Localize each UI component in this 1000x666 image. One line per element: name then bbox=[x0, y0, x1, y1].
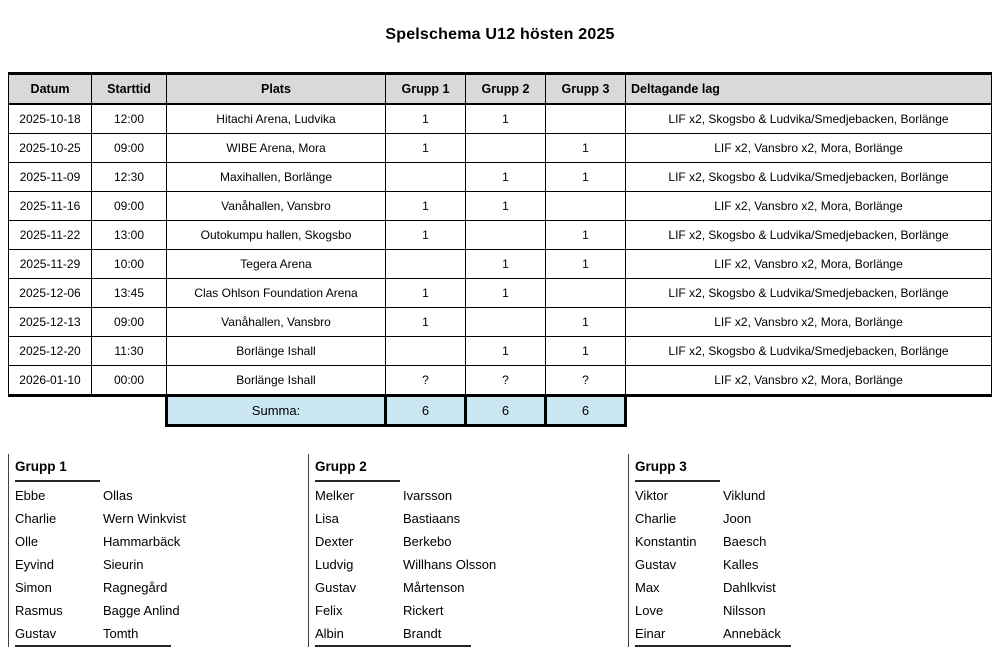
summa-row bbox=[9, 396, 992, 426]
cell-datum: 2025-11-09 bbox=[9, 163, 92, 192]
player-last-name: Ollas bbox=[103, 488, 133, 503]
cell-deltagande: LIF x2, Skogsbo & Ludvika/Smedjebacken, Borlänge bbox=[626, 279, 992, 308]
cell-starttid: 13:45 bbox=[92, 279, 167, 308]
player-row bbox=[635, 530, 915, 553]
cell-grupp1 bbox=[386, 337, 466, 366]
cell-grupp2: 1 bbox=[466, 163, 546, 192]
cell-grupp2: 1 bbox=[466, 250, 546, 279]
cell-datum: 2026-01-10 bbox=[9, 366, 92, 396]
player-first-name: Ludvig bbox=[315, 557, 354, 572]
cell-grupp2: 1 bbox=[466, 104, 546, 134]
cell-grupp2 bbox=[466, 134, 546, 163]
player-first-name: Felix bbox=[315, 603, 343, 618]
schedule-row bbox=[9, 221, 992, 250]
player-row bbox=[15, 507, 295, 530]
cell-deltagande: LIF x2, Vansbro x2, Mora, Borlänge bbox=[626, 366, 992, 396]
schedule-row bbox=[9, 134, 992, 163]
player-row bbox=[315, 507, 595, 530]
player-first-name: Charlie bbox=[635, 511, 677, 526]
cell-grupp3 bbox=[546, 104, 626, 134]
player-last-name: Tomth bbox=[103, 626, 139, 641]
cell-starttid: 09:00 bbox=[92, 134, 167, 163]
player-row bbox=[635, 576, 915, 599]
player-last-name: Kalles bbox=[723, 557, 759, 572]
summa-grupp1: 6 bbox=[386, 396, 466, 426]
player-last-name: Nilsson bbox=[723, 603, 766, 618]
cell-plats: Outokumpu hallen, Skogsbo bbox=[167, 221, 386, 250]
group-bottom-rule bbox=[15, 645, 171, 647]
cell-starttid: 10:00 bbox=[92, 250, 167, 279]
player-first-name: Dexter bbox=[315, 534, 354, 549]
player-row bbox=[315, 622, 595, 645]
cell-datum: 2025-10-18 bbox=[9, 104, 92, 134]
cell-datum: 2025-11-22 bbox=[9, 221, 92, 250]
summa-empty-starttid bbox=[92, 396, 167, 426]
player-last-name: Brandt bbox=[403, 626, 442, 641]
group-bottom-rule bbox=[315, 645, 471, 647]
schedule-row bbox=[9, 192, 992, 221]
player-first-name: Lisa bbox=[315, 511, 339, 526]
cell-grupp3: 1 bbox=[546, 163, 626, 192]
player-first-name: Ebbe bbox=[15, 488, 46, 503]
group-1-header: Grupp 1 bbox=[15, 457, 100, 482]
cell-grupp2 bbox=[466, 221, 546, 250]
player-first-name: Love bbox=[635, 603, 664, 618]
schedule-row bbox=[9, 279, 992, 308]
cell-grupp3: 1 bbox=[546, 221, 626, 250]
group-3-panel bbox=[628, 454, 915, 647]
cell-starttid: 00:00 bbox=[92, 366, 167, 396]
player-first-name: Eyvind bbox=[15, 557, 55, 572]
player-row bbox=[315, 484, 595, 507]
cell-starttid: 11:30 bbox=[92, 337, 167, 366]
group-2-panel bbox=[308, 454, 595, 647]
cell-datum: 2025-10-25 bbox=[9, 134, 92, 163]
schedule-row bbox=[9, 163, 992, 192]
player-row bbox=[635, 599, 915, 622]
player-first-name: Albin bbox=[315, 626, 344, 641]
player-last-name: Bastiaans bbox=[403, 511, 461, 526]
player-first-name: Olle bbox=[15, 534, 39, 549]
player-first-name: Gustav bbox=[15, 626, 57, 641]
schedule-row bbox=[9, 337, 992, 366]
schedule-row bbox=[9, 250, 992, 279]
cell-plats: WIBE Arena, Mora bbox=[167, 134, 386, 163]
player-last-name: Annebäck bbox=[723, 626, 781, 641]
cell-plats: Vanåhallen, Vansbro bbox=[167, 192, 386, 221]
player-row bbox=[15, 530, 295, 553]
player-row bbox=[635, 484, 915, 507]
player-row bbox=[15, 599, 295, 622]
player-row bbox=[15, 553, 295, 576]
cell-grupp1 bbox=[386, 250, 466, 279]
cell-grupp3: ? bbox=[546, 366, 626, 396]
cell-starttid: 12:00 bbox=[92, 104, 167, 134]
cell-plats: Borlänge Ishall bbox=[167, 366, 386, 396]
cell-grupp1 bbox=[386, 163, 466, 192]
player-row bbox=[635, 622, 915, 645]
cell-deltagande: LIF x2, Vansbro x2, Mora, Borlänge bbox=[626, 134, 992, 163]
cell-grupp1: 1 bbox=[386, 308, 466, 337]
cell-datum: 2025-12-20 bbox=[9, 337, 92, 366]
cell-grupp3 bbox=[546, 192, 626, 221]
player-row bbox=[315, 576, 595, 599]
cell-deltagande: LIF x2, Skogsbo & Ludvika/Smedjebacken, Borlänge bbox=[626, 337, 992, 366]
player-row bbox=[635, 553, 915, 576]
col-header-starttid: Starttid bbox=[92, 74, 167, 105]
player-first-name: Charlie bbox=[15, 511, 57, 526]
summa-label: Summa: bbox=[167, 396, 386, 426]
col-header-grupp3: Grupp 3 bbox=[546, 74, 626, 105]
cell-plats: Tegera Arena bbox=[167, 250, 386, 279]
player-last-name: Bagge Anlind bbox=[103, 603, 180, 618]
col-header-grupp2: Grupp 2 bbox=[466, 74, 546, 105]
player-first-name: Rasmus bbox=[15, 603, 63, 618]
player-first-name: Konstantin bbox=[635, 534, 697, 549]
col-header-plats: Plats bbox=[167, 74, 386, 105]
cell-plats: Hitachi Arena, Ludvika bbox=[167, 104, 386, 134]
player-row bbox=[315, 553, 595, 576]
col-header-datum: Datum bbox=[9, 74, 92, 105]
cell-datum: 2025-12-06 bbox=[9, 279, 92, 308]
cell-deltagande: LIF x2, Vansbro x2, Mora, Borlänge bbox=[626, 308, 992, 337]
cell-grupp1: 1 bbox=[386, 134, 466, 163]
player-first-name: Gustav bbox=[635, 557, 677, 572]
player-row bbox=[15, 622, 295, 645]
cell-plats: Clas Ohlson Foundation Arena bbox=[167, 279, 386, 308]
player-last-name: Hammarbäck bbox=[103, 534, 181, 549]
cell-datum: 2025-11-16 bbox=[9, 192, 92, 221]
player-last-name: Wern Winkvist bbox=[103, 511, 186, 526]
player-last-name: Sieurin bbox=[103, 557, 144, 572]
player-last-name: Ivarsson bbox=[403, 488, 453, 503]
player-last-name: Willhans Olsson bbox=[403, 557, 497, 572]
cell-grupp3 bbox=[546, 279, 626, 308]
cell-datum: 2025-11-29 bbox=[9, 250, 92, 279]
player-last-name: Baesch bbox=[723, 534, 767, 549]
col-header-grupp1: Grupp 1 bbox=[386, 74, 466, 105]
cell-grupp2 bbox=[466, 308, 546, 337]
cell-starttid: 13:00 bbox=[92, 221, 167, 250]
summa-grupp2: 6 bbox=[466, 396, 546, 426]
cell-datum: 2025-12-13 bbox=[9, 308, 92, 337]
page-title: Spelschema U12 hösten 2025 bbox=[385, 26, 615, 43]
cell-grupp1: 1 bbox=[386, 192, 466, 221]
summa-grupp3: 6 bbox=[546, 396, 626, 426]
col-header-deltagande-lag: Deltagande lag bbox=[626, 74, 992, 105]
player-row bbox=[15, 576, 295, 599]
cell-plats: Borlänge Ishall bbox=[167, 337, 386, 366]
player-first-name: Melker bbox=[315, 488, 355, 503]
schedule-row bbox=[9, 366, 992, 396]
summa-empty-datum bbox=[9, 396, 92, 426]
player-last-name: Viklund bbox=[723, 488, 766, 503]
cell-starttid: 09:00 bbox=[92, 192, 167, 221]
player-last-name: Rickert bbox=[403, 603, 444, 618]
cell-grupp3: 1 bbox=[546, 308, 626, 337]
cell-deltagande: LIF x2, Skogsbo & Ludvika/Smedjebacken, Borlänge bbox=[626, 104, 992, 134]
cell-plats: Vanåhallen, Vansbro bbox=[167, 308, 386, 337]
cell-grupp1: 1 bbox=[386, 279, 466, 308]
player-row bbox=[635, 507, 915, 530]
cell-deltagande: LIF x2, Skogsbo & Ludvika/Smedjebacken, Borlänge bbox=[626, 163, 992, 192]
player-row bbox=[15, 484, 295, 507]
cell-grupp1: 1 bbox=[386, 221, 466, 250]
schedule-header-row bbox=[9, 74, 992, 105]
player-row bbox=[315, 599, 595, 622]
schedule-row bbox=[9, 308, 992, 337]
cell-starttid: 09:00 bbox=[92, 308, 167, 337]
cell-grupp3: 1 bbox=[546, 250, 626, 279]
group-1-panel bbox=[8, 454, 295, 647]
cell-deltagande: LIF x2, Vansbro x2, Mora, Borlänge bbox=[626, 192, 992, 221]
player-row bbox=[315, 530, 595, 553]
schedule-row bbox=[9, 104, 992, 134]
player-last-name: Ragnegård bbox=[103, 580, 168, 595]
player-last-name: Berkebo bbox=[403, 534, 452, 549]
player-first-name: Max bbox=[635, 580, 660, 595]
group-3-header: Grupp 3 bbox=[635, 457, 720, 482]
player-last-name: Dahlkvist bbox=[723, 580, 776, 595]
cell-grupp3: 1 bbox=[546, 337, 626, 366]
schedule-table bbox=[8, 72, 992, 427]
group-2-header: Grupp 2 bbox=[315, 457, 400, 482]
player-last-name: Joon bbox=[723, 511, 752, 526]
cell-grupp3: 1 bbox=[546, 134, 626, 163]
group-bottom-rule bbox=[635, 645, 791, 647]
cell-deltagande: LIF x2, Vansbro x2, Mora, Borlänge bbox=[626, 250, 992, 279]
cell-grupp2: ? bbox=[466, 366, 546, 396]
cell-starttid: 12:30 bbox=[92, 163, 167, 192]
cell-grupp1: ? bbox=[386, 366, 466, 396]
player-first-name: Gustav bbox=[315, 580, 357, 595]
cell-grupp2: 1 bbox=[466, 337, 546, 366]
cell-plats: Maxihallen, Borlänge bbox=[167, 163, 386, 192]
cell-grupp2: 1 bbox=[466, 192, 546, 221]
cell-deltagande: LIF x2, Skogsbo & Ludvika/Smedjebacken, Borlänge bbox=[626, 221, 992, 250]
summa-empty-deltagande bbox=[626, 396, 992, 426]
player-last-name: Mårtenson bbox=[403, 580, 465, 595]
player-first-name: Einar bbox=[635, 626, 666, 641]
player-first-name: Simon bbox=[15, 580, 52, 595]
cell-grupp1: 1 bbox=[386, 104, 466, 134]
cell-grupp2: 1 bbox=[466, 279, 546, 308]
player-first-name: Viktor bbox=[635, 488, 668, 503]
